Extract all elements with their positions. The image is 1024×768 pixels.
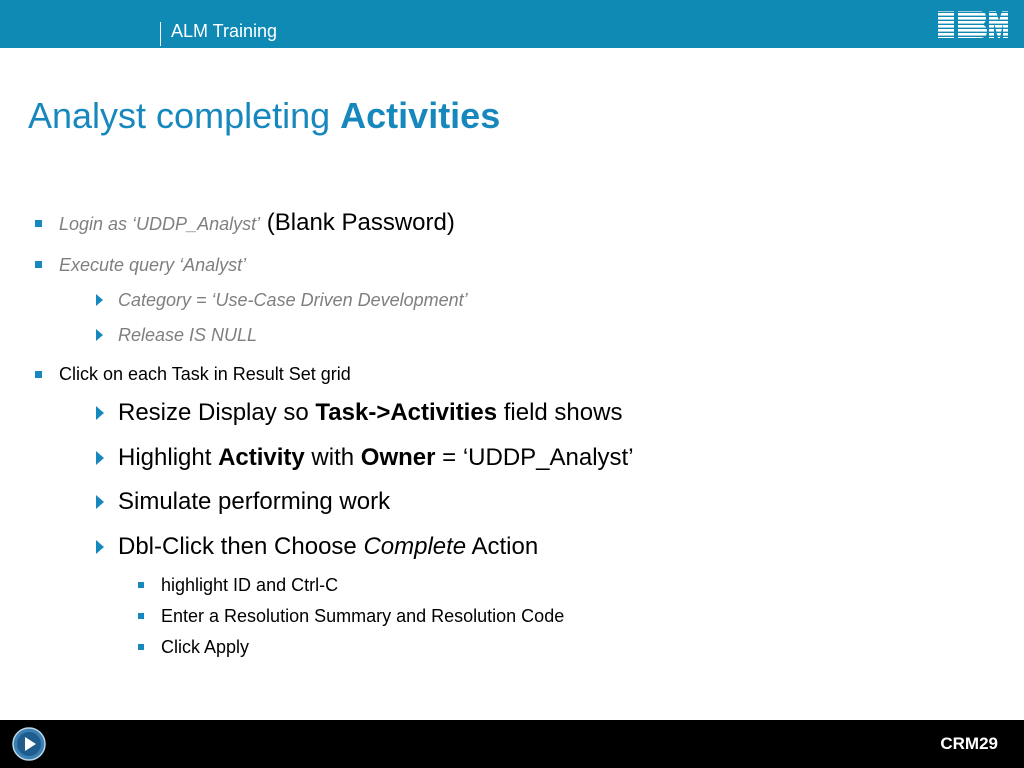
page-number: CRM29	[940, 734, 998, 753]
bullet-square-icon	[35, 371, 42, 378]
title-normal: Analyst completing	[28, 95, 341, 136]
list-item: Release IS NULL	[118, 325, 258, 345]
item-bold: Task->Activities	[315, 399, 498, 426]
item-text: Highlight	[118, 444, 219, 471]
bullet-square-icon	[35, 220, 42, 227]
list-item: Enter a Resolution Summary and Resolution Code	[161, 606, 565, 626]
bullet-arrow-icon	[96, 451, 104, 465]
list-item	[118, 532, 538, 562]
list-item	[118, 398, 622, 428]
bullet-square-icon	[138, 582, 144, 588]
bullet-arrow-icon	[96, 495, 104, 509]
list-item: Execute query ‘Analyst’	[59, 255, 247, 275]
list-item: highlight ID and Ctrl-C	[161, 575, 339, 595]
item-text: = ‘UDDP_Analyst’	[435, 444, 634, 471]
slide-title	[28, 94, 500, 138]
list-item: Simulate performing work	[118, 488, 391, 515]
bullet-arrow-icon	[96, 406, 104, 420]
bullet-arrow-icon	[96, 329, 103, 341]
item-bold: Activity	[218, 444, 305, 471]
ibm-logo	[936, 9, 1008, 41]
login-text: Login as ‘UDDP_Analyst’	[59, 214, 261, 234]
bullet-arrow-icon	[96, 540, 104, 554]
item-text: Resize Display so	[118, 399, 316, 426]
bullet-square-icon	[138, 644, 144, 650]
course-title: ALM Training	[171, 21, 278, 41]
footer-bar	[0, 720, 1024, 768]
list-item: Click Apply	[161, 637, 250, 657]
item-text: Action	[466, 533, 539, 560]
item-bold: Owner	[360, 444, 436, 471]
bullet-arrow-icon	[96, 294, 103, 306]
bullet-square-icon	[35, 261, 42, 268]
list-item: Click on each Task in Result Set grid	[59, 364, 351, 384]
item-text: Dbl-Click then Choose	[118, 533, 364, 560]
password-note: (Blank Password)	[260, 209, 455, 236]
item-italic: Complete	[363, 533, 467, 560]
header-separator	[160, 22, 161, 46]
title-bold: Activities	[340, 95, 501, 136]
list-item: Category = ‘Use-Case Driven Development’	[118, 290, 468, 310]
item-text: field shows	[497, 399, 623, 426]
header-bar	[0, 0, 1024, 48]
item-text: with	[304, 444, 361, 471]
bullet-square-icon	[138, 613, 144, 619]
list-item	[59, 208, 455, 239]
list-item	[118, 443, 634, 473]
play-icon[interactable]	[12, 727, 46, 761]
